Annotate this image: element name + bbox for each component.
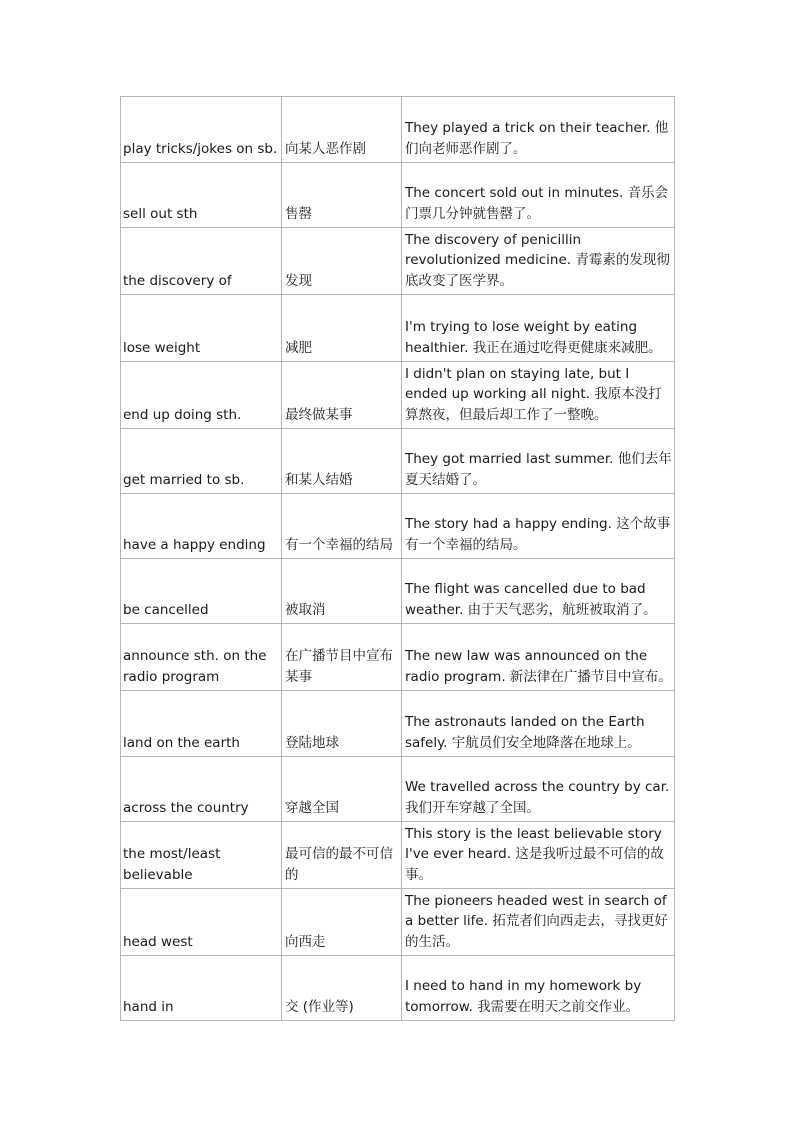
meaning-cell: 向西走 (282, 889, 402, 956)
meaning-cell: 最终做某事 (282, 362, 402, 429)
table-row (121, 559, 675, 624)
phrase-cell: the discovery of (121, 228, 282, 295)
example-cell: The astronauts landed on the Earth safely. 宇航员们安全地降落在地球上。 (402, 691, 675, 757)
phrase-cell: play tricks/jokes on sb. (121, 97, 282, 163)
meaning-cell: 在广播节目中宣布某事 (282, 624, 402, 691)
example-cell: The story had a happy ending. 这个故事有一个幸福的结局。 (402, 494, 675, 559)
table-row (121, 228, 675, 295)
phrase-cell: end up doing sth. (121, 362, 282, 429)
example-cell: I need to hand in my homework by tomorrow. 我需要在明天之前交作业。 (402, 956, 675, 1021)
meaning-cell: 交 (作业等) (282, 956, 402, 1021)
example-cell: The flight was cancelled due to bad weather. 由于天气恶劣，航班被取消了。 (402, 559, 675, 624)
example-cell: I'm trying to lose weight by eating healthier. 我正在通过吃得更健康来减肥。 (402, 295, 675, 362)
meaning-cell: 发现 (282, 228, 402, 295)
meaning-cell: 有一个幸福的结局 (282, 494, 402, 559)
phrase-cell: hand in (121, 956, 282, 1021)
meaning-cell: 穿越全国 (282, 757, 402, 822)
phrase-cell: announce sth. on the radio program (121, 624, 282, 691)
example-cell: We travelled across the country by car. 我们开车穿越了全国。 (402, 757, 675, 822)
example-cell: The concert sold out in minutes. 音乐会门票几分钟就售罄了。 (402, 163, 675, 228)
table-row (121, 163, 675, 228)
example-cell: The discovery of penicillin revolutionized medicine. 青霉素的发现彻底改变了医学界。 (402, 228, 675, 295)
table-row (121, 956, 675, 1021)
phrase-cell: land on the earth (121, 691, 282, 757)
meaning-cell: 最可信的最不可信的 (282, 822, 402, 889)
example-cell: The pioneers headed west in search of a better life. 拓荒者们向西走去，寻找更好的生活。 (402, 889, 675, 956)
table-row (121, 429, 675, 494)
vocabulary-table (120, 96, 675, 1021)
phrase-cell: have a happy ending (121, 494, 282, 559)
table-row (121, 362, 675, 429)
table-row (121, 889, 675, 956)
table-row (121, 97, 675, 163)
meaning-cell: 和某人结婚 (282, 429, 402, 494)
example-cell: I didn't plan on staying late, but I ended up working all night. 我原本没打算熬夜，但最后却工作了一整晚。 (402, 362, 675, 429)
phrase-cell: the most/least believable (121, 822, 282, 889)
table-row (121, 624, 675, 691)
phrase-cell: head west (121, 889, 282, 956)
table-row (121, 494, 675, 559)
meaning-cell: 登陆地球 (282, 691, 402, 757)
meaning-cell: 售罄 (282, 163, 402, 228)
meaning-cell: 向某人恶作剧 (282, 97, 402, 163)
table-row (121, 757, 675, 822)
example-cell: They played a trick on their teacher. 他们向老师恶作剧了。 (402, 97, 675, 163)
table-row (121, 822, 675, 889)
meaning-cell: 被取消 (282, 559, 402, 624)
phrase-cell: be cancelled (121, 559, 282, 624)
phrase-cell: get married to sb. (121, 429, 282, 494)
phrase-cell: sell out sth (121, 163, 282, 228)
example-cell: This story is the least believable story I've ever heard. 这是我听过最不可信的故事。 (402, 822, 675, 889)
meaning-cell: 减肥 (282, 295, 402, 362)
example-cell: The new law was announced on the radio program. 新法律在广播节目中宣布。 (402, 624, 675, 691)
phrase-cell: lose weight (121, 295, 282, 362)
phrase-cell: across the country (121, 757, 282, 822)
example-cell: They got married last summer. 他们去年夏天结婚了。 (402, 429, 675, 494)
table-row (121, 691, 675, 757)
table-row (121, 295, 675, 362)
